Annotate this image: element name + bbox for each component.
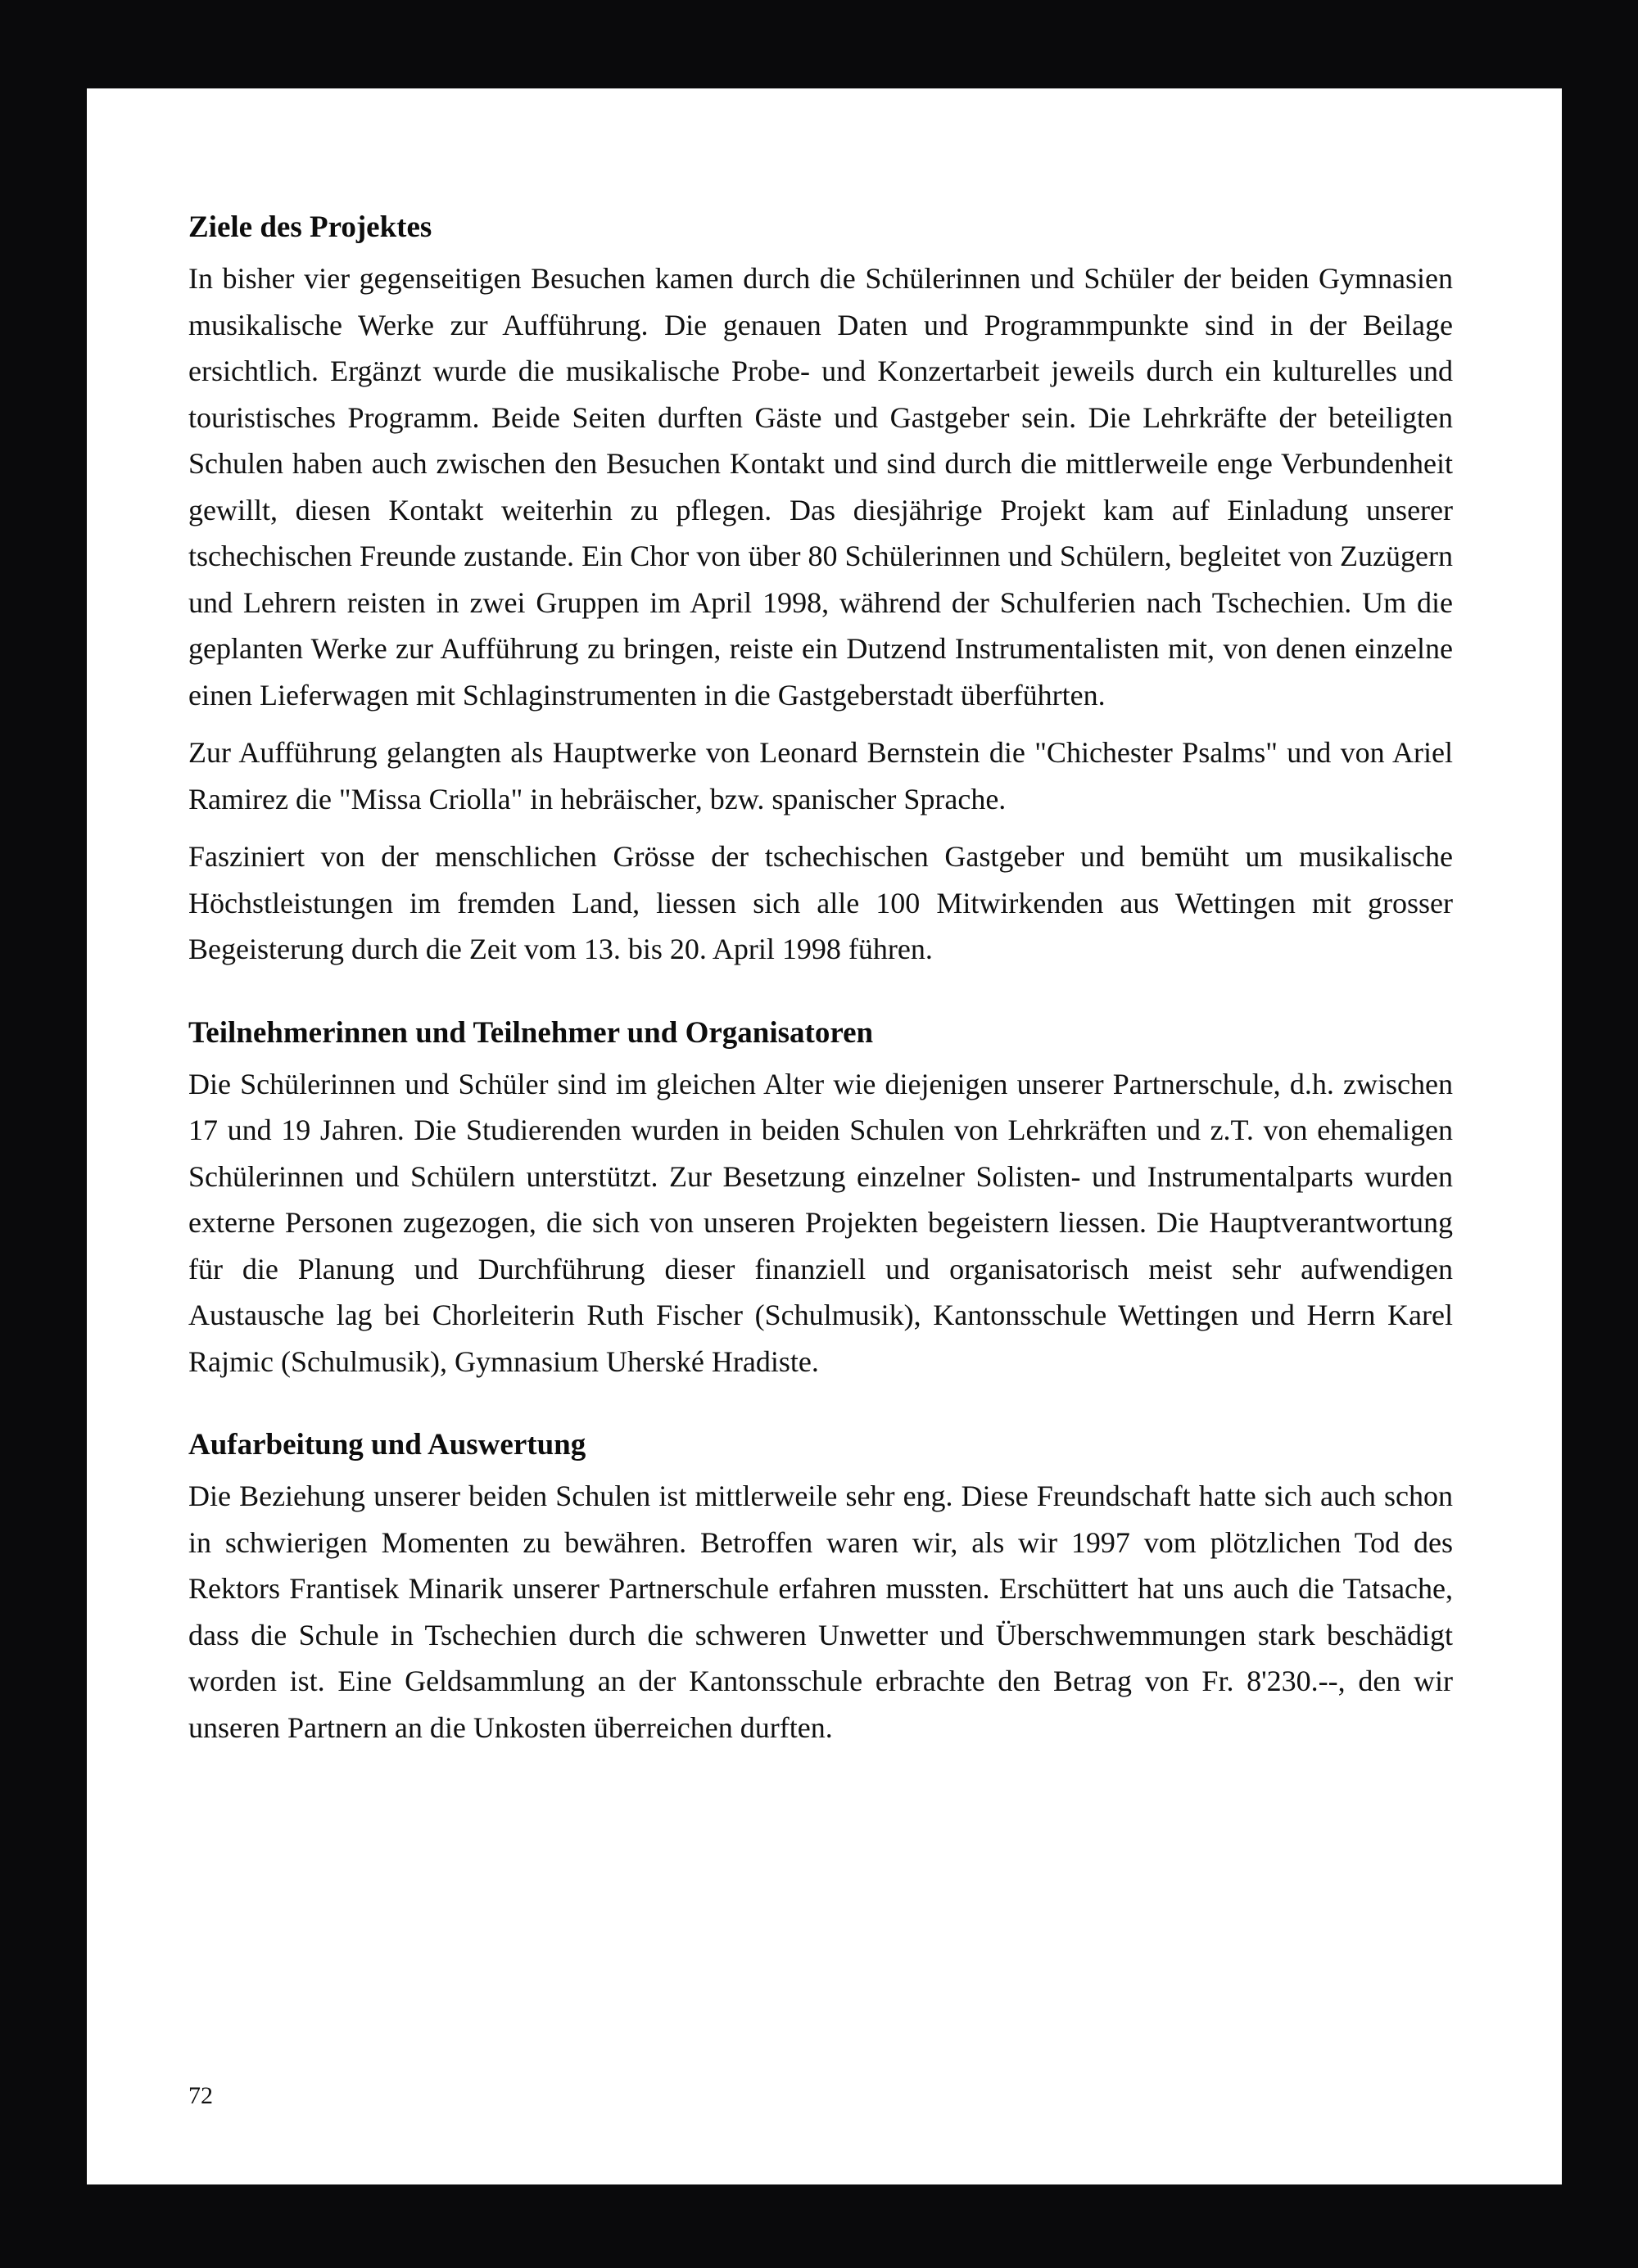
page-content bbox=[188, 205, 1453, 1788]
page-number: 72 bbox=[188, 2082, 213, 2109]
section-ziele-des-projektes bbox=[188, 205, 1453, 973]
section-heading: Teilnehmerinnen und Teilnehmer und Organisatoren bbox=[188, 1015, 874, 1050]
paragraph: In bisher vier gegenseitigen Besuchen kamen durch die Schülerinnen und Schüler der beiden Gymnasien musikalische Werke zur Aufführung. Die genauen Daten und Programmpunkte sind in der Beilage ersichtlich. Ergänzt wurde die musikalische Probe- und Konzertarbeit jeweils durch ein kulturelles und touristisches Programm. Beide Seiten durften Gäste und Gastgeber sein. Die Lehrkräfte der beteiligten Schulen haben auch zwischen den Besuchen Kontakt und sind durch die mittlerweile enge Verbundenheit gewillt, diesen Kontakt weiterhin zu pflegen. Das diesjährige Projekt kam auf Einladung unserer tschechischen Freunde zustande. Ein Chor von über 80 Schülerinnen und Schülern, begleitet von Zuzügern und Lehrern reisten in zwei Gruppen im April 1998, während der Schulferien nach Tschechien. Um die geplanten Werke zur Aufführung zu bringen, reiste ein Dutzend Instrumentalisten mit, von denen einzelne einen Lieferwagen mit Schlaginstrumenten in die Gastgeberstadt überführten. bbox=[188, 262, 1453, 712]
section-teilnehmer-und-organisatoren bbox=[188, 1010, 1453, 1385]
document-page bbox=[87, 88, 1562, 2184]
paragraph: Die Schülerinnen und Schüler sind im gleichen Alter wie diejenigen unserer Partnerschule, d.h. zwischen 17 und 19 Jahren. Die Studierenden wurden in beiden Schulen von Lehrkräften und z.T. von ehemaligen Schülerinnen und Schülern unterstützt. Zur Besetzung einzelner Solisten- und Instrumentalparts wurden externe Personen zugezogen, die sich von unseren Projekten begeistern liessen. Die Hauptverantwortung für die Planung und Durchführung dieser finanziell und organisatorisch meist sehr aufwendigen Austausche lag bei Chorleiterin Ruth Fischer (Schulmusik), Kantonsschule Wettingen und Herrn Karel Rajmic (Schulmusik), Gymnasium Uherské Hradiste. bbox=[188, 1067, 1453, 1378]
paragraph: Die Beziehung unserer beiden Schulen ist mittlerweile sehr eng. Diese Freundschaft hatte sich auch schon in schwierigen Momenten zu bewähren. Betroffen waren wir, als wir 1997 vom plötzlichen Tod des Rektors Frantisek Minarik unserer Partnerschule erfahren mussten. Erschüttert hat uns auch die Tatsache, dass die Schule in Tschechien durch die schweren Unwetter und Überschwemmungen stark beschädigt worden ist. Eine Geldsammlung an der Kantonsschule erbrachte den Betrag von Fr. 8'230.--, den wir unseren Partnern an die Unkosten überreichen durften. bbox=[188, 1480, 1453, 1744]
paragraph: Fasziniert von der menschlichen Grösse der tschechischen Gastgeber und bemüht um musikalische Höchstleistungen im fremden Land, liessen sich alle 100 Mitwirkenden aus Wettingen mit grosser Begeisterung durch die Zeit vom 13. bis 20. April 1998 führen. bbox=[188, 840, 1453, 965]
section-heading: Ziele des Projektes bbox=[188, 210, 432, 244]
section-aufarbeitung-und-auswertung bbox=[188, 1422, 1453, 1751]
paragraph: Zur Aufführung gelangten als Hauptwerke von Leonard Bernstein die "Chichester Psalms" und von Ariel Ramirez die "Missa Criolla" in hebräischer, bzw. spanischer Sprache. bbox=[188, 736, 1453, 815]
section-heading: Aufarbeitung und Auswertung bbox=[188, 1428, 586, 1462]
